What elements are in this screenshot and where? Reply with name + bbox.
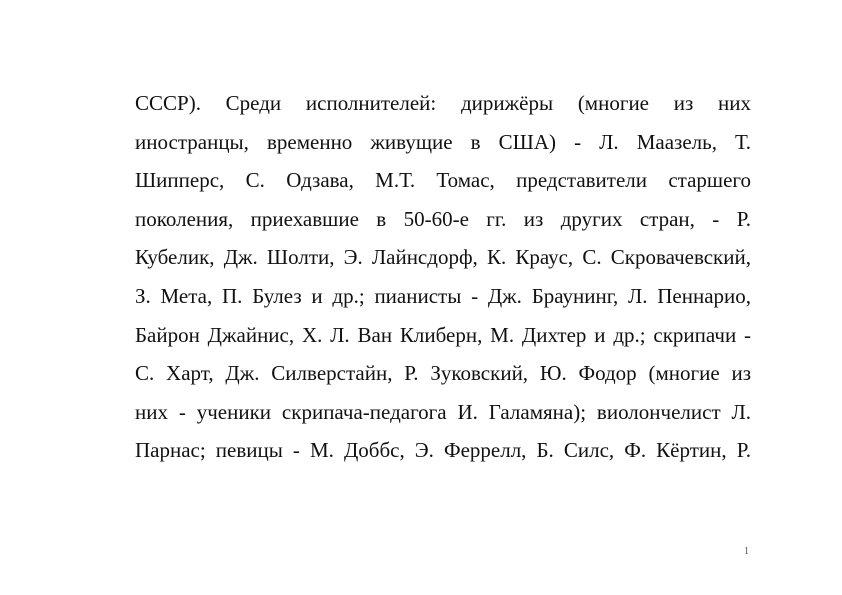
text-line: них - ученики скрипача-педагога И. Галамяна); виолончелист Л. xyxy=(135,399,751,424)
page-number: 1 xyxy=(744,546,749,557)
text-line: Байрон Джайнис, Х. Л. Ван Клиберн, М. Дихтер и др.; скрипачи - xyxy=(135,322,751,347)
text-line: СССР). Среди исполнителей: дирижёры (многие из них xyxy=(135,91,751,115)
text-line: поколения, приехавшие в 50-60-е гг. из других стран, - Р. xyxy=(135,206,751,231)
text-line: Кубелик, Дж. Шолти, Э. Лайнсдорф, К. Краус, С. Скровачевский, xyxy=(135,245,751,270)
text-line: Парнас; певицы - М. Доббс, Э. Феррелл, Б. Силс, Ф. Кёртин, Р. xyxy=(135,438,751,463)
text-line: иностранцы, временно живущие в США) - Л. Маазель, Т. xyxy=(135,129,751,154)
text-line: С. Харт, Дж. Силверстайн, Р. Зуковский, Ю. Фодор (многие из xyxy=(135,361,751,386)
text-line: З. Мета, П. Булез и др.; пианисты - Дж. Браунинг, Л. Пеннарио, xyxy=(135,283,751,308)
body-text xyxy=(135,84,751,470)
text-line: Шипперс, С. Одзава, М.Т. Томас, представители старшего xyxy=(135,168,751,193)
